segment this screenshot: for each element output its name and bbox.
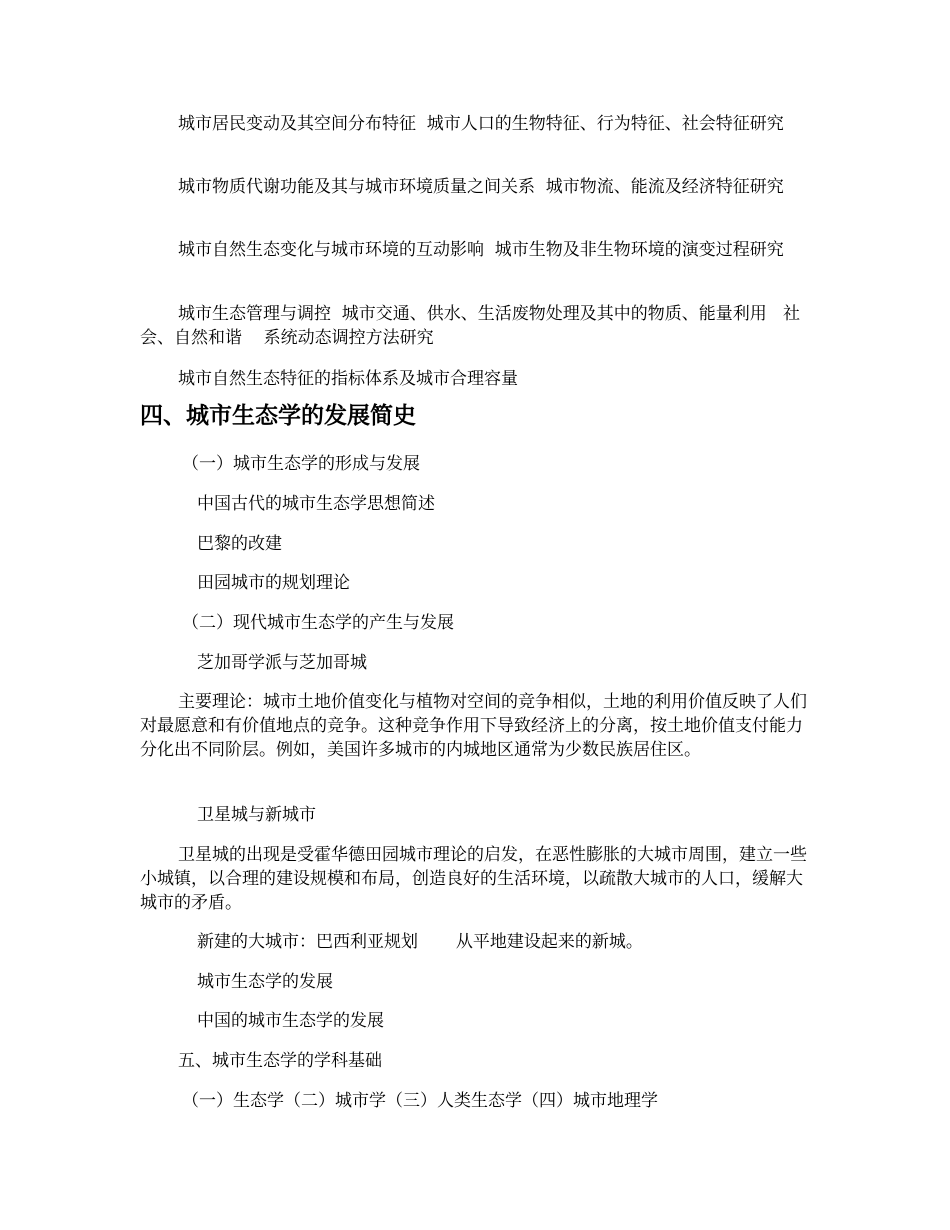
list-item: 田园城市的规划理论: [197, 573, 350, 593]
subsection-heading-2: （二）现代城市生态学的产生与发展: [182, 613, 454, 633]
research-item-5: 城市自然生态特征的指标体系及城市合理容量: [178, 369, 518, 389]
research-item-1: 城市居民变动及其空间分布特征 城市人口的生物特征、行为特征、社会特征研究: [178, 114, 784, 134]
section-heading-5: 五、城市生态学的学科基础: [178, 1051, 382, 1071]
body-paragraph: 主要理论：城市土地价值变化与植物对空间的竞争相似，土地的利用价值反映了人们对最愿意和有价值地点的竞争。这种竞争作用下导致经济上的分离，按土地价值支付能力分化出不同阶层。例如，美国许多城市的内城地区通常为少数民族居住区。: [140, 692, 807, 760]
list-item: 新建的大城市：巴西利亚规划 从平地建设起来的新城。: [197, 932, 643, 952]
subjects-line: （一）生态学（二）城市学（三）人类生态学（四）城市地理学: [182, 1091, 658, 1111]
research-item-2: 城市物质代谢功能及其与城市环境质量之间关系 城市物流、能流及经济特征研究: [178, 177, 784, 197]
section-heading-4: 四、城市生态学的发展简史: [140, 402, 416, 429]
list-item: 城市生态学的发展: [197, 972, 333, 992]
list-item: 芝加哥学派与芝加哥城: [197, 653, 367, 673]
research-item-4: 城市生态管理与调控 城市交通、供水、生活废物处理及其中的物质、能量利用 社会、自然和谐 系统动态调控方法研究: [140, 304, 801, 348]
list-item: 巴黎的改建: [197, 534, 282, 554]
list-item: 中国古代的城市生态学思想简述: [197, 494, 435, 514]
list-item: 中国的城市生态学的发展: [197, 1011, 384, 1031]
body-paragraph: 卫星城的出现是受霍华德田园城市理论的启发，在恶性膨胀的大城市周围，建立一些小城镇，以合理的建设规模和布局，创造良好的生活环境，以疏散大城市的人口，缓解大城市的矛盾。: [140, 845, 807, 913]
list-item: 卫星城与新城市: [197, 805, 316, 825]
subsection-heading-1: （一）城市生态学的形成与发展: [182, 454, 420, 474]
research-item-3: 城市自然生态变化与城市环境的互动影响 城市生物及非生物环境的演变过程研究: [178, 240, 784, 260]
